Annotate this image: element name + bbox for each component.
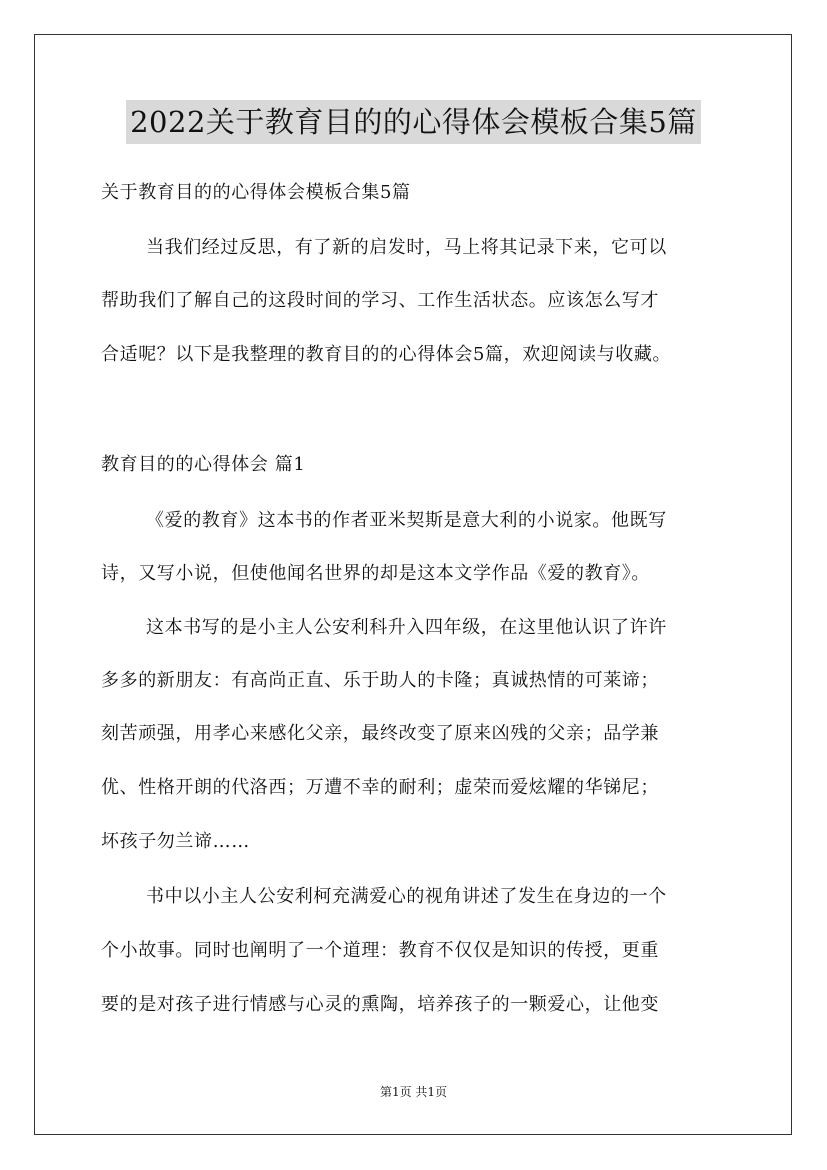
paragraph-line: 合适呢？以下是我整理的教育目的的心得体会5篇，欢迎阅读与收藏。 — [101, 344, 672, 365]
paragraph-line: 要的是对孩子进行情感与心灵的熏陶，培养孩子的一颗爱心，让他变 — [101, 994, 659, 1015]
paragraph-line: 诗，又写小说，但使他闻名世界的却是这本文学作品《爱的教育》。 — [101, 563, 650, 584]
page-footer: 第1页 共1页 — [379, 1085, 448, 1099]
paragraph-line: 个小故事。同时也阐明了一个道理：教育不仅仅是知识的传授，更重 — [101, 940, 659, 961]
paragraph-line: 书中以小主人公安利柯充满爱心的视角讲述了发生在身边的一个 — [146, 886, 667, 907]
paragraph-line: 优、性格开朗的代洛西；万遭不幸的耐利；虚荣而爱炫耀的华锑尼； — [101, 777, 659, 798]
paragraph-line: 坏孩子勿兰谛…… — [101, 831, 250, 852]
paragraph-line: 《爱的教育》这本书的作者亚米契斯是意大利的小说家。他既写 — [146, 510, 667, 531]
document-title: 2022关于教育目的的心得体会模板合集5篇 — [126, 100, 701, 144]
paragraph-line: 帮助我们了解自己的这段时间的学习、工作生活状态。应该怎么写才 — [101, 290, 659, 311]
section-heading: 教育目的的心得体会 篇1 — [101, 454, 306, 475]
paragraph-line: 刻苦顽强，用孝心来感化父亲，最终改变了原来凶残的父亲；品学兼 — [101, 723, 659, 744]
paragraph-line: 这本书写的是小主人公安利科升入四年级，在这里他认识了许许 — [146, 617, 667, 638]
subtitle-line: 关于教育目的的心得体会模板合集5篇 — [101, 182, 411, 203]
paragraph-line: 当我们经过反思，有了新的启发时，马上将其记录下来，它可以 — [146, 237, 667, 258]
paragraph-line: 多多的新朋友：有高尚正直、乐于助人的卡隆；真诚热情的可莱谛； — [101, 670, 659, 691]
title-container — [0, 100, 827, 144]
